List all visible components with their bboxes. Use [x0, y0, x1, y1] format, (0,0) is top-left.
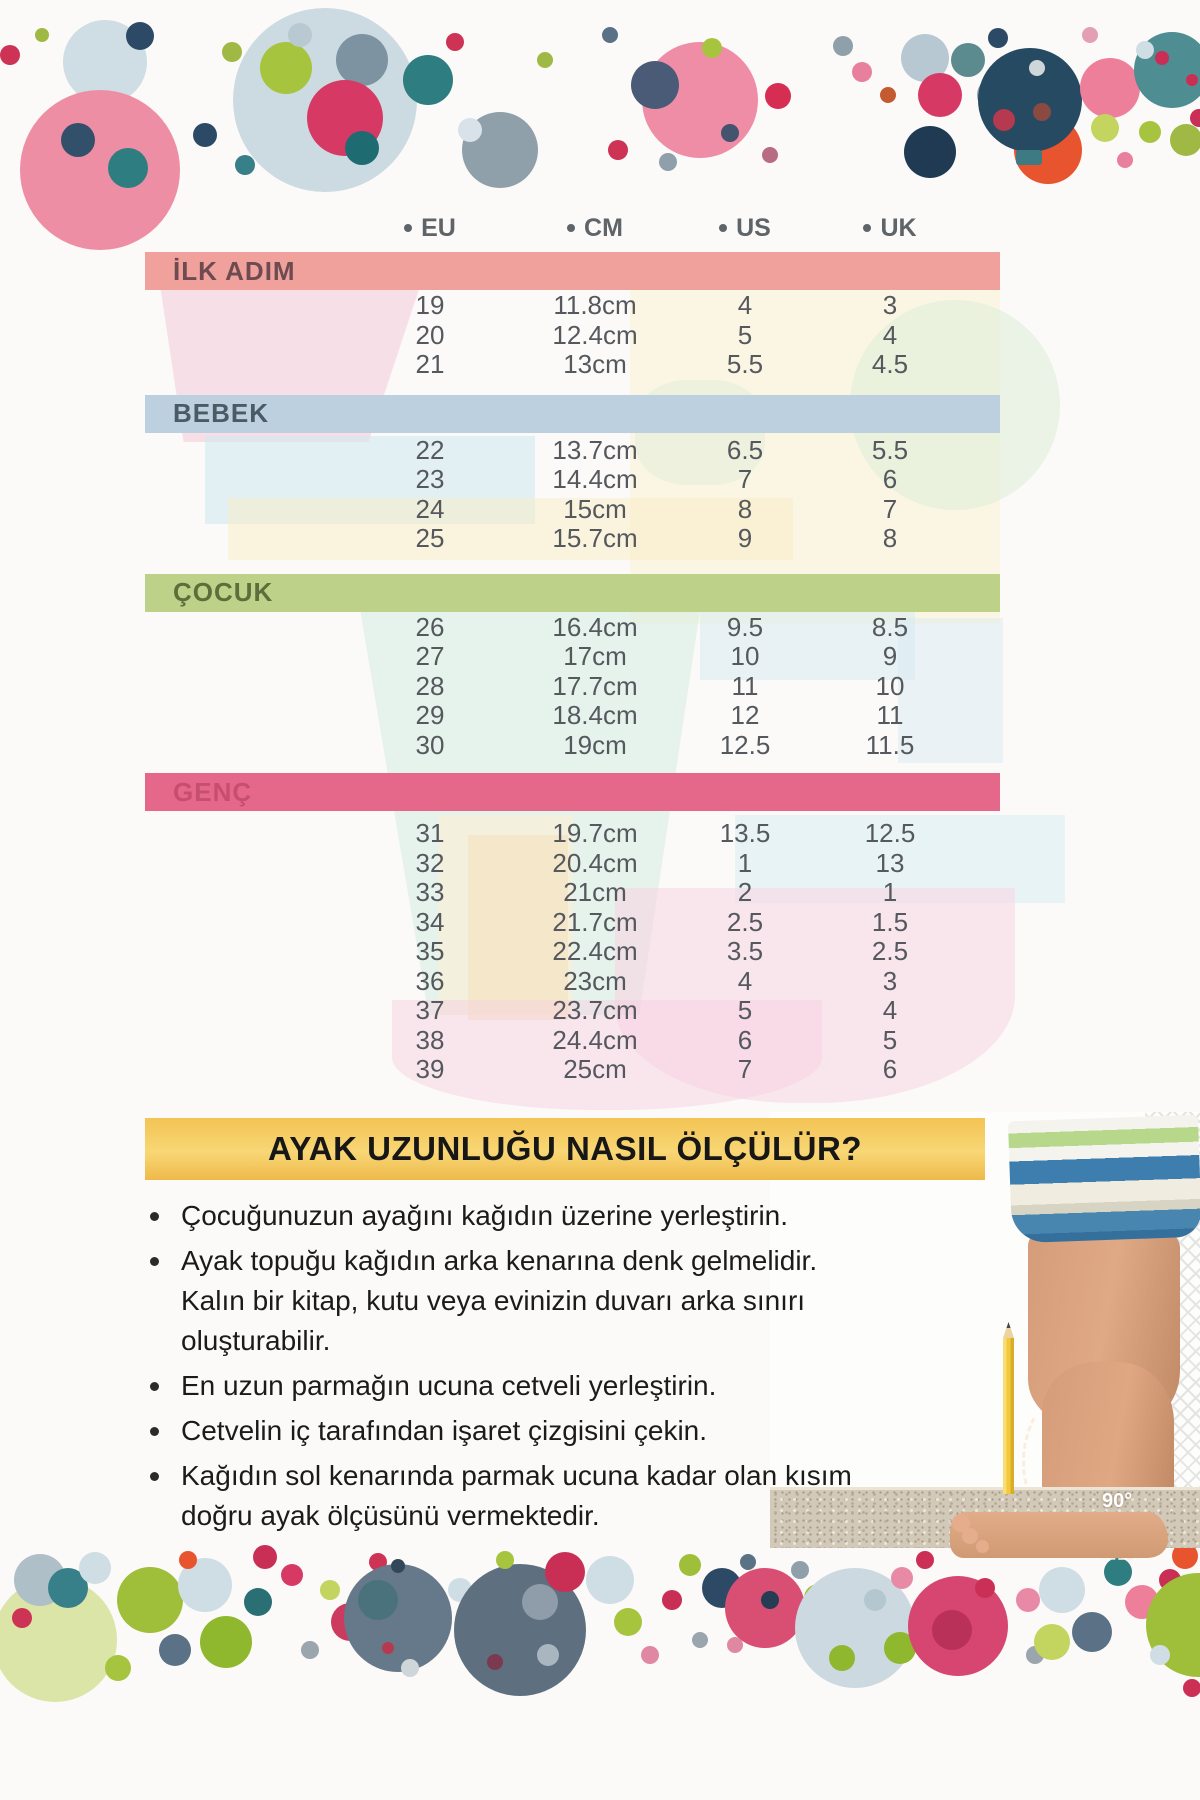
size-cell: 21cm — [563, 877, 627, 907]
size-cell: 29 — [415, 700, 445, 730]
balloon-knot — [1016, 150, 1042, 165]
section-rows — [145, 818, 1000, 1084]
size-cell: 3 — [882, 290, 898, 320]
size-cell: 25cm — [563, 1054, 627, 1084]
confetti-dot — [117, 1567, 183, 1633]
howto-bullet-item — [150, 1366, 865, 1406]
size-cell: 14.4cm — [552, 464, 638, 494]
confetti-dot — [916, 1551, 934, 1569]
confetti-dot — [631, 61, 679, 109]
pencil-tip — [1003, 1322, 1014, 1338]
size-cell: 7 — [737, 464, 753, 494]
size-cell: 8 — [882, 523, 898, 553]
confetti-dot — [1117, 152, 1133, 168]
size-cell: 23.7cm — [552, 995, 638, 1025]
size-cell: 11.8cm — [553, 290, 637, 320]
howto-list — [150, 1196, 865, 1541]
confetti-dot — [244, 1588, 272, 1616]
size-row — [145, 671, 1000, 701]
baby-toe — [976, 1540, 989, 1553]
column-bullet-icon — [567, 224, 575, 232]
size-cell: 9.5 — [726, 611, 764, 642]
howto-bullet-text: Çocuğunuzun ayağını kağıdın üzerine yerleştirin. — [181, 1200, 789, 1231]
column-bullet-icon — [719, 224, 727, 232]
size-cell: 8 — [737, 493, 753, 524]
size-cell: 4 — [882, 319, 898, 350]
confetti-dot — [288, 23, 312, 47]
section-label: BEBEK — [173, 398, 270, 428]
confetti-dot — [35, 28, 49, 42]
bullet-dot-icon — [150, 1257, 159, 1266]
section-band — [145, 395, 1000, 433]
size-cell: 4 — [882, 995, 898, 1025]
howto-bullet-item — [150, 1456, 865, 1536]
confetti-dot — [951, 43, 985, 77]
size-cell: 18.4cm — [552, 700, 638, 730]
size-row — [145, 700, 1000, 730]
confetti-dot — [108, 148, 148, 188]
confetti-dot — [403, 55, 453, 105]
confetti-dot — [891, 1567, 913, 1589]
confetti-dot — [537, 1644, 559, 1666]
confetti-dot — [487, 1654, 503, 1670]
howto-bullet-item — [150, 1196, 865, 1236]
size-cell: 20.4cm — [552, 847, 638, 878]
confetti-dot — [1104, 1558, 1132, 1586]
confetti-dot — [1183, 1679, 1200, 1697]
size-cell: 1.5 — [871, 906, 909, 937]
confetti-dot — [1072, 1612, 1112, 1652]
size-cell: 6.5 — [726, 434, 764, 465]
confetti-dot — [401, 1659, 419, 1677]
size-cell: 12.5 — [864, 818, 916, 848]
size-cell: 26 — [415, 611, 445, 642]
confetti-dot — [904, 126, 956, 178]
confetti-dot — [1170, 124, 1200, 156]
confetti-dot — [446, 33, 464, 51]
column-bullet-icon — [863, 224, 871, 232]
size-cell: 4 — [737, 290, 753, 320]
confetti-dot — [602, 27, 618, 43]
size-cell: 19cm — [563, 729, 627, 760]
column-bullet-icon — [404, 224, 412, 232]
size-cell: 2.5 — [726, 906, 764, 937]
confetti-dot — [260, 42, 312, 94]
size-row — [145, 435, 1000, 465]
confetti-dot — [791, 1561, 809, 1579]
size-cell: 24.4cm — [552, 1024, 638, 1055]
column-header — [815, 214, 965, 243]
size-row — [145, 966, 1000, 996]
size-cell: 21 — [415, 349, 445, 379]
size-cell: 2.5 — [871, 936, 909, 966]
confetti-dot — [0, 45, 20, 65]
bullet-dot-icon — [150, 1382, 159, 1391]
size-cell: 7 — [737, 1054, 753, 1084]
size-cell: 33 — [415, 877, 445, 907]
size-cell: 8.5 — [871, 611, 909, 642]
size-cell: 3.5 — [726, 936, 764, 966]
size-row — [145, 612, 1000, 642]
confetti-dot — [762, 147, 778, 163]
column-label: US — [736, 213, 771, 242]
size-cell: 16.4cm — [552, 611, 638, 642]
howto-bullet-text: Kağıdın sol kenarında parmak ucuna kadar olan kısım doğru ayak ölçüsünü vermektedir. — [181, 1460, 852, 1531]
size-cell: 11 — [731, 670, 759, 701]
size-cell: 6 — [882, 1054, 898, 1084]
size-row — [145, 494, 1000, 524]
size-cell: 9 — [882, 641, 898, 671]
size-cell: 2 — [737, 877, 753, 907]
confetti-dot — [1155, 51, 1169, 65]
size-cell: 21.7cm — [552, 906, 638, 937]
confetti-dot — [193, 123, 217, 147]
size-cell: 12.5 — [719, 729, 771, 760]
howto-bullet-text: En uzun parmağın ucuna cetveli yerleştirin. — [181, 1370, 717, 1401]
size-row — [145, 1025, 1000, 1055]
bullet-dot-icon — [150, 1212, 159, 1221]
size-cell: 9 — [737, 523, 753, 553]
confetti-dot — [880, 87, 896, 103]
confetti-dot — [988, 28, 1008, 48]
confetti-dot — [641, 1646, 659, 1664]
confetti-dot — [1150, 1645, 1170, 1665]
size-row — [145, 349, 1000, 379]
size-cell: 11 — [876, 700, 904, 730]
baby-toe — [962, 1528, 978, 1544]
size-cell: 27 — [415, 641, 445, 671]
size-cell: 5.5 — [871, 434, 909, 465]
confetti-dot — [761, 1591, 779, 1609]
confetti-dot — [829, 1645, 855, 1671]
confetti-dot — [105, 1655, 131, 1681]
confetti-dot — [1034, 1624, 1070, 1660]
section-band — [145, 773, 1000, 811]
howto-title-band: AYAK UZUNLUĞU NASIL ÖLÇÜLÜR? — [145, 1118, 985, 1180]
confetti-dot — [496, 1551, 514, 1569]
striped-shorts — [1008, 1115, 1200, 1244]
confetti-dot — [765, 83, 791, 109]
size-cell: 20 — [415, 319, 445, 350]
confetti-dot — [200, 1616, 252, 1668]
confetti-dot — [702, 38, 722, 58]
size-cell: 13.5 — [719, 818, 771, 848]
confetti-dot — [281, 1564, 303, 1586]
howto-bullet-text: Cetvelin iç tarafından işaret çizgisini çekin. — [181, 1415, 708, 1446]
size-cell: 34 — [415, 906, 445, 937]
confetti-dot — [1080, 58, 1140, 118]
confetti-dot — [586, 1556, 634, 1604]
confetti-dot — [358, 1580, 398, 1620]
size-cell: 4.5 — [871, 349, 909, 379]
confetti-dot — [522, 1584, 558, 1620]
size-row — [145, 320, 1000, 350]
bullet-dot-icon — [150, 1427, 159, 1436]
confetti-dot — [391, 1559, 405, 1573]
confetti-dot — [1139, 121, 1161, 143]
size-cell: 5 — [737, 995, 753, 1025]
angle-label: 90° — [1102, 1490, 1133, 1512]
size-cell: 5.5 — [726, 349, 764, 379]
size-cell: 23cm — [563, 965, 627, 996]
size-cell: 25 — [415, 523, 445, 553]
size-row — [145, 464, 1000, 494]
section-rows — [145, 612, 1000, 760]
confetti-dot — [918, 73, 962, 117]
confetti-dot — [1136, 41, 1154, 59]
size-cell: 30 — [415, 729, 445, 760]
size-chart-header-row — [145, 213, 1000, 243]
size-cell: 5 — [882, 1024, 898, 1055]
confetti-dot — [727, 1637, 743, 1653]
confetti-dot — [336, 34, 388, 86]
size-cell: 1 — [737, 847, 753, 878]
howto-bullet-text: Ayak topuğu kağıdın arka kenarına denk gelmelidir. Kalın bir kitap, kutu veya evinizin duvarı arka sınırı oluşturabilir. — [181, 1245, 818, 1356]
confetti-dot — [679, 1554, 701, 1576]
size-cell: 17cm — [563, 641, 627, 671]
size-row — [145, 877, 1000, 907]
confetti-dot — [159, 1634, 191, 1666]
size-row — [145, 848, 1000, 878]
size-cell: 6 — [737, 1024, 753, 1055]
confetti-dot — [740, 1554, 756, 1570]
pencil-body — [1003, 1338, 1014, 1494]
size-cell: 15cm — [563, 493, 627, 524]
howto-bullet-item — [150, 1411, 865, 1451]
size-cell: 12.4cm — [552, 319, 638, 350]
confetti-dot — [1033, 103, 1051, 121]
confetti-dot — [852, 62, 872, 82]
confetti-dot — [833, 36, 853, 56]
size-cell: 23 — [415, 464, 445, 494]
size-cell: 24 — [415, 493, 445, 524]
size-row — [145, 523, 1000, 553]
confetti-dot — [932, 1610, 972, 1650]
size-row — [145, 936, 1000, 966]
size-cell: 12 — [730, 700, 760, 730]
confetti-dot — [659, 153, 677, 171]
confetti-dot — [1091, 114, 1119, 142]
confetti-dot — [344, 1564, 452, 1672]
confetti-dot — [864, 1589, 886, 1611]
size-cell: 32 — [415, 847, 445, 878]
size-cell: 4 — [737, 965, 753, 996]
size-cell: 3 — [882, 965, 898, 996]
size-cell: 6 — [882, 464, 898, 494]
size-cell: 28 — [415, 670, 445, 701]
pencil-icon — [1003, 1322, 1014, 1494]
confetti-dot — [382, 1642, 394, 1654]
confetti-dot — [61, 123, 95, 157]
size-cell: 13cm — [563, 349, 627, 379]
column-label: EU — [421, 213, 456, 242]
size-cell: 36 — [415, 965, 445, 996]
confetti-dot — [537, 52, 553, 68]
size-cell: 31 — [415, 818, 445, 848]
section-label: GENÇ — [173, 776, 253, 807]
confetti-dot — [1016, 1588, 1040, 1612]
size-cell: 39 — [415, 1054, 445, 1084]
size-cell: 11.5 — [865, 729, 915, 760]
size-cell: 38 — [415, 1024, 445, 1055]
size-cell: 10 — [730, 641, 760, 671]
confetti-dot — [1186, 74, 1198, 86]
size-cell: 1 — [882, 877, 898, 907]
size-cell: 22 — [415, 434, 445, 465]
confetti-dot — [545, 1552, 585, 1592]
column-header — [345, 214, 515, 243]
bullet-dot-icon — [150, 1472, 159, 1481]
confetti-dot — [235, 155, 255, 175]
size-cell: 19 — [415, 290, 445, 320]
section-band — [145, 252, 1000, 290]
section-band — [145, 574, 1000, 612]
howto-bullet-item — [150, 1241, 865, 1361]
column-header — [515, 214, 675, 243]
column-header — [675, 214, 815, 243]
section-rows — [145, 290, 1000, 379]
confetti-dot — [12, 1608, 32, 1628]
size-cell: 17.7cm — [552, 670, 638, 701]
confetti-dot — [253, 1545, 277, 1569]
size-row — [145, 1054, 1000, 1084]
confetti-dot — [662, 1590, 682, 1610]
size-row — [145, 641, 1000, 671]
confetti-dot — [320, 1580, 340, 1600]
size-cell: 15.7cm — [552, 523, 638, 553]
size-row — [145, 995, 1000, 1025]
size-cell: 5 — [737, 319, 753, 350]
confetti-dot — [975, 1578, 995, 1598]
confetti-dot — [614, 1608, 642, 1636]
confetti-dot — [608, 140, 628, 160]
confetti-dot — [222, 42, 242, 62]
column-label: UK — [880, 213, 917, 242]
section-label: ÇOCUK — [173, 577, 274, 607]
size-cell: 35 — [415, 936, 445, 966]
section-rows — [145, 435, 1000, 553]
confetti-dot — [301, 1641, 319, 1659]
size-table — [145, 213, 1000, 1084]
size-cell: 22.4cm — [552, 936, 638, 966]
confetti-dot — [1039, 1567, 1085, 1613]
size-row — [145, 290, 1000, 320]
size-cell: 10 — [875, 670, 905, 701]
confetti-dot — [1082, 27, 1098, 43]
size-row — [145, 730, 1000, 760]
confetti-dot — [458, 118, 482, 142]
size-row — [145, 818, 1000, 848]
confetti-dot — [79, 1552, 111, 1584]
size-cell: 13 — [875, 847, 905, 878]
column-label: CM — [584, 213, 623, 242]
confetti-dot — [1029, 60, 1045, 76]
size-cell: 7 — [882, 493, 898, 524]
confetti-dot — [179, 1551, 197, 1569]
section-label: İLK ADIM — [173, 255, 296, 286]
confetti-dot — [126, 22, 154, 50]
size-cell: 13.7cm — [552, 434, 638, 465]
size-row — [145, 907, 1000, 937]
size-cell: 19.7cm — [552, 818, 638, 848]
confetti-dot — [993, 109, 1015, 131]
confetti-dot — [345, 131, 379, 165]
confetti-dot — [721, 124, 739, 142]
size-cell: 37 — [415, 995, 445, 1025]
confetti-dot — [692, 1632, 708, 1648]
